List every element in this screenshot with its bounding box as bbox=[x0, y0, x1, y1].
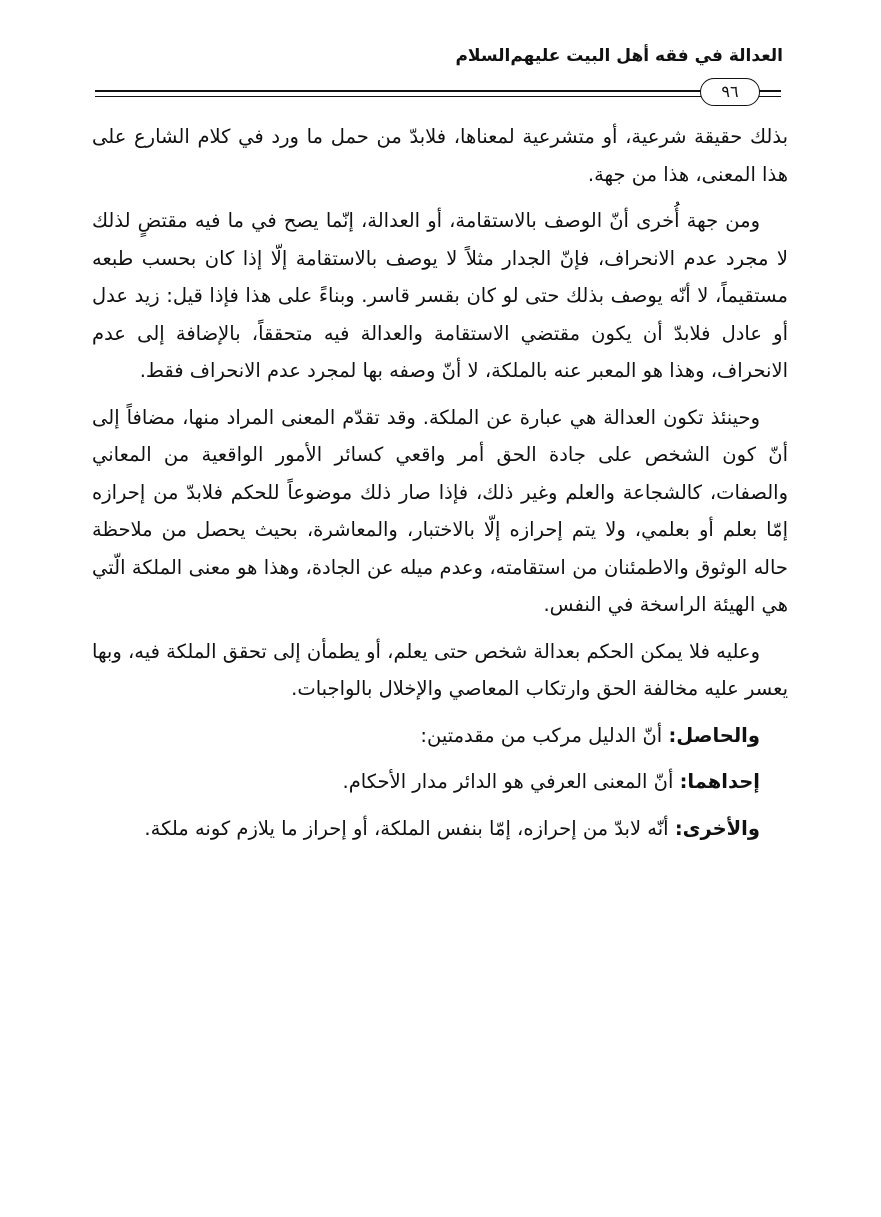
summary-text: أنّ المعنى العرفي هو الدائر مدار الأحكام. bbox=[342, 770, 674, 793]
running-header bbox=[100, 40, 783, 80]
page-number: ٩٦ bbox=[700, 78, 760, 106]
summary-label: والحاصل: bbox=[668, 723, 760, 747]
paragraph: وحينئذ تكون العدالة هي عبارة عن الملكة. وقد تقدّم المعنى المراد منها، مضافاً إلى أنّ كون الشخص على جادة الحق أمر واقعي كسائر الأمور الواقعية من المعاني والصفات، كالشجاعة والعلم وغير ذلك، فإذا صار ذلك موضوعاً للحكم فلابدّ من إحرازه إمّا بعلم أو بعلمي، ولا يتم إحرازه إلّا بالاختبار، والمعاشرة، بحيث يحصل من ملاحظة حاله الوثوق والاطمئنان من استقامته، وعدم ميله عن الجادة، وهذا هو معنى الملكة الّتي هي الهيئة الراسخة في النفس. bbox=[92, 405, 788, 616]
summary-line bbox=[92, 763, 788, 801]
summary-line bbox=[92, 717, 788, 755]
body-text bbox=[92, 118, 788, 847]
header-rule-thick bbox=[95, 90, 781, 92]
book-title: العدالة في فقه أهل البيت علیهم‌السلام bbox=[455, 46, 783, 66]
summary-label: والأخرى: bbox=[674, 816, 760, 840]
summary-line bbox=[92, 810, 788, 848]
header-rule-thin bbox=[95, 96, 781, 97]
summary-label: إحداهما: bbox=[679, 770, 760, 793]
paragraph: وعليه فلا يمكن الحكم بعدالة شخص حتى يعلم، أو يطمأن إلى تحقق الملكة فيه، وبها يعسر عليه مخالفة الحق وارتكاب المعاصي والإخلال بالواجبات. bbox=[92, 639, 788, 700]
paragraph: ومن جهة أُخرى أنّ الوصف بالاستقامة، أو العدالة، إنّما يصح في ما فيه مقتضٍ لذلك لا مجرد عدم الانحراف، فإنّ الجدار مثلاً لا يوصف بالاستقامة إلّا إذا كان بحسب طبعه مستقيماً، لا أنّه يوصف بذلك حتى لو كان بقسر قاسر. وبناءً على هذا فإذا قيل: زيد عدل أو عادل فلابدّ أن يكون مقتضي الاستقامة والعدالة فيه متحققاً، بالإضافة إلى عدم الانحراف، وهذا هو المعبر عنه بالملكة، لا أنّ وصفه بها لمجرد عدم الانحراف فقط. bbox=[92, 209, 788, 382]
paragraph: بذلك حقيقة شرعية، أو متشرعية لمعناها، فلابدّ من حمل ما ورد في كلام الشارع على هذا المعنى، هذا من جهة. bbox=[92, 125, 788, 186]
summary-text: أنّ الدليل مركب من مقدمتين: bbox=[420, 723, 663, 747]
summary-text: أنّه لابدّ من إحرازه، إمّا بنفس الملكة، أو إحراز ما يلازم كونه ملكة. bbox=[144, 816, 669, 840]
